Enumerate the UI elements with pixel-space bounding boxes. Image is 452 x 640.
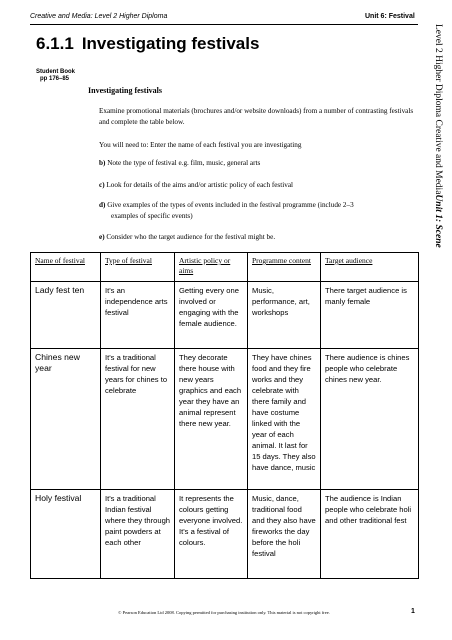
table-row <box>31 282 419 349</box>
table-row <box>31 349 419 490</box>
side-ref-line2: pp 176–85 <box>40 76 70 82</box>
instruction-need: You will need to: Enter the name of each festival you are investigating <box>99 141 302 149</box>
table-cell: Holy festival <box>31 490 101 579</box>
vertical-label-normal: Level 2 Higher Diploma Creative and Media <box>433 24 443 195</box>
column-header-audience: Target audience <box>321 253 419 282</box>
column-header-name: Name of festival <box>31 253 101 282</box>
table-header-row <box>31 253 419 282</box>
table-cell: It's a traditional festival for new years for chines to celebrate <box>101 349 175 490</box>
table-cell: Music, performance, art, workshops <box>248 282 321 349</box>
instruction-item-b <box>99 158 417 169</box>
student-book-reference <box>36 69 75 83</box>
table-cell: Getting every one involved or engaging with the female audience. <box>175 282 248 349</box>
title-text: Investigating festivals <box>81 34 260 53</box>
table-cell: Chines new year <box>31 349 101 490</box>
table-cell: There audience is chines people who celebrate chines new year. <box>321 349 419 490</box>
table-cell: It's an independence arts festival <box>101 282 175 349</box>
page-title <box>36 34 259 54</box>
item-text: Give examples of the types of events included in the festival programme (include 2–3 <box>107 201 354 209</box>
vertical-side-label <box>433 24 443 248</box>
festival-table <box>30 252 419 579</box>
item-label: c) <box>99 181 105 189</box>
item-label: d) <box>99 201 106 209</box>
item-text: Consider who the target audience for the festival might be. <box>106 233 276 241</box>
column-header-type: Type of festival <box>101 253 175 282</box>
table-cell: Lady fest ten <box>31 282 101 349</box>
table-cell: There target audience is manly female <box>321 282 419 349</box>
column-header-programme: Programme content <box>248 253 321 282</box>
table-cell: They have chines food and they fire works and they celebrate with there family and have costume linked with the year of each animal. It last for 15 days. They also have dance, music <box>248 349 321 490</box>
title-number: 6.1.1 <box>36 34 74 53</box>
table-cell: Music, dance, traditional food and they also have fireworks the day before the holi festival <box>248 490 321 579</box>
header-course-title: Creative and Media: Level 2 Higher Diploma <box>30 13 168 20</box>
copyright-footer: © Pearson Education Ltd 2008. Copying permitted for purchasing institution only. This material is not copyright free. <box>118 610 330 615</box>
table-cell: The audience is Indian people who celebrate holi and other traditional fest <box>321 490 419 579</box>
table-cell: They decorate there house with new years graphics and each year they have an animal represent there new year. <box>175 349 248 490</box>
item-text-continued: examples of specific events) <box>111 212 193 220</box>
instruction-item-c <box>99 180 417 191</box>
item-label: b) <box>99 159 106 167</box>
item-label: e) <box>99 233 105 241</box>
intro-paragraph: Examine promotional materials (brochures and/or website downloads) from a number of contrasting festivals and complete the table below. <box>99 107 414 126</box>
section-heading: Investigating festivals <box>88 86 162 95</box>
table-row <box>31 490 419 579</box>
header-unit-title: Unit 6: Festival <box>365 13 415 20</box>
table-cell: It represents the colours getting everyone involved. It's a festival of colours. <box>175 490 248 579</box>
item-text: Note the type of festival e.g. film, music, general arts <box>107 159 261 167</box>
side-ref-line1: Student Book <box>36 69 75 75</box>
table-cell: It's a traditional Indian festival where they through paint powders at each other <box>101 490 175 579</box>
column-header-aims: Artistic policy or aims <box>175 253 248 282</box>
item-text: Look for details of the aims and/or artistic policy of each festival <box>106 181 294 189</box>
header-rule <box>30 24 418 25</box>
instruction-item-d <box>99 200 417 222</box>
instruction-item-e <box>99 232 417 243</box>
page-number: 1 <box>411 608 415 615</box>
vertical-label-bold: Unit 1: Scene <box>433 194 443 248</box>
